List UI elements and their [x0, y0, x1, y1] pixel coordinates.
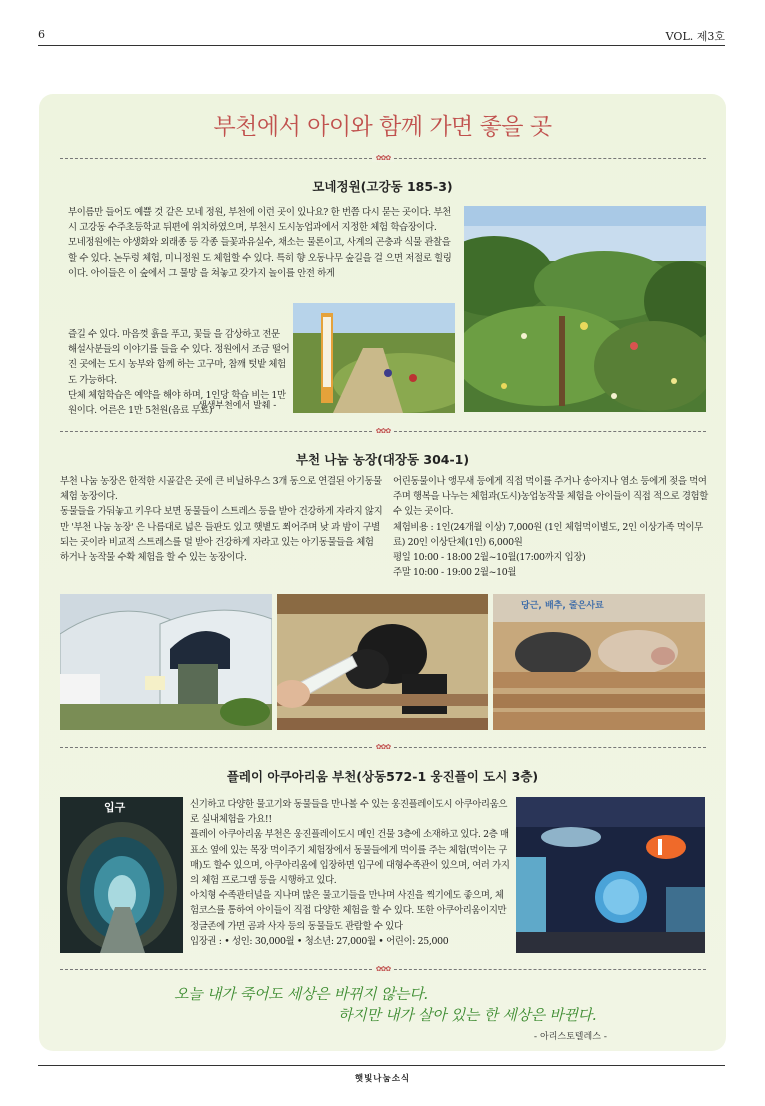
section-title-nanum-farm: 부천 나눔 농장(대장동 304-1)	[295, 452, 470, 467]
paragraph: 즐길 수 있다. 마음껏 흙을 푸고, 꽃들 을 감상하고 전문 해설사분들의 이야기를 들을 수 있다. 정원에서 조금 떨어진 곳에는 도시 농부와 함께 하는 고구마, 참깨 텃밭 체험도 가능하다.	[68, 329, 290, 386]
paragraph: 아치형 수족관터널을 지나며 많은 물고기들을 만나며 사진을 찍기에도 좋으며, 체험코스를 통하여 아이들이 직접 다양한 체험을 할 수 있다. 또한 아쿠아리움이지만 정글존에 가면 곰과 사자 등의 동물들도 관람할 수 있다	[190, 890, 507, 932]
entrance-label: 입구	[104, 801, 126, 814]
quote-author: - 아리스토텔레스 -	[533, 1032, 607, 1042]
farm-sign-text: 당근, 배추, 줄은사료	[521, 601, 604, 611]
aquarium-entrance-photo	[60, 797, 183, 953]
page-number: 6	[38, 28, 45, 41]
paragraph: 모네정원에는 야생화와 외래종 등 각종 들꽃과유실수, 채소는 물론이고, 사계의 곤충과 식물 관찰을 할 수 있다. 논두렁 체험, 미니정원 도 체험할 수 있다. 특히 향 오동나무 숲길을 걸 으면 저절로 힐링 이다. 아이들은 이 숲에서 그 물망 을 쳐놓고 갖가지 놀이를 안전 하게	[68, 237, 452, 279]
farm-text-left	[60, 474, 383, 565]
paragraph: 신기하고 다양한 물고기와 동물들을 만나볼 수 있는 웅진플레이도시 아쿠아리움으로 실내체험을 가요!!	[190, 799, 508, 826]
paragraph: 플레이 아쿠아리움 부천은 웅진플레이도시 메인 건물 3층에 소재하고 있다. 2층 매표소 옆에 있는 목장 먹이주기 체험장에서 동물들에게 먹이를 주는 체험(먹이는 구매)도 할수 있으며, 아쿠아리움에 입장하면 입구에 대형수족관이 있으며, 여러 가지의 체험 프로그램 등을 시행하고 있다.	[190, 829, 510, 887]
section-divider: ✿✿✿	[60, 154, 706, 164]
paragraph: 주말 10:00 - 19:00 2월~10월	[393, 567, 517, 579]
aquarium-interior-photo	[516, 797, 705, 953]
newsletter-footer: 햇빛나눔소식	[354, 1074, 411, 1084]
source-credit: 생생부천에서 발췌 -	[198, 401, 277, 411]
section-title-monet-garden: 모네정원(고강동 185-3)	[312, 179, 453, 194]
section-divider: ✿✿✿	[60, 743, 706, 753]
paragraph: 평일 10:00 - 18:00 2월~10월(17:00까지 입장)	[393, 552, 586, 564]
farm-text-right	[393, 474, 711, 580]
monet-garden-photo	[464, 206, 706, 412]
quote-line-1: 오늘 내가 죽어도 세상은 바뀌지 않는다.	[174, 985, 428, 1003]
section-divider: ✿✿✿	[60, 965, 706, 975]
paragraph: 부천 나눔 농장은 한적한 시골같은 곳에 큰 비닐하우스 3개 동으로 연결된 아기동물 체험 농장이다.	[60, 476, 382, 503]
farm-feeding-photo	[277, 594, 488, 730]
paragraph: 동물들을 가둬놓고 키우다 보면 동물들이 스트레스 등을 받아 건강하게 자라지 않지만 '부천 나눔 농장' 은 나름대로 넓은 들판도 있고 햇볕도 쬐어주며 낮 과 밤이 구별되는 곳이라 비교적 스트레스를 덜 받아 건강하게 자라고 있는 아기동물들을 체험 하거나 농작물 수확 체험을 할 수 있는 농장이다.	[60, 506, 383, 564]
aquarium-text	[190, 797, 512, 949]
footer-rule	[38, 1065, 725, 1066]
farm-greenhouse-photo	[60, 594, 272, 730]
monet-text-block	[68, 205, 458, 281]
quote-line-2: 하지만 내가 살아 있는 한 세상은 바뀐다.	[338, 1006, 597, 1024]
section-title-aquarium: 플레이 아쿠아리움 부천(상동572-1 웅진플이 도시 3층)	[226, 769, 539, 784]
monet-path-photo	[293, 303, 455, 413]
paragraph: 부이름만 들어도 예쁠 것 같은 모네 정원, 부천에 이런 곳이 있나요? 한 번쯤 다시 묻는 곳이다. 부천시 고강동 수주초등학교 뒤편에 위치하였으며, 부천시 도시농업과에서 지정한 체험 학습장이다.	[68, 207, 451, 234]
paragraph: 체험비용 : 1인(24개월 이상) 7,000원 (1인 체험먹이별도, 2인 이상가족 먹이무료) 20인 이상단체(1인) 6,000원	[393, 521, 703, 548]
paragraph: 단체 체험학습은 예약을 해야 하며, 1인당 학습 비는 1만원이다. 어른은 1만 5천원(음료 무료)	[68, 389, 286, 417]
header-rule	[38, 45, 725, 46]
page-title: 부천에서 아이와 함께 가면 좋을 곳	[213, 114, 552, 140]
paragraph: 입장권 : • 성인: 30,000월 • 청소년: 27,000월 • 어린이: 25,000	[190, 935, 449, 947]
volume-label: VOL. 제3호	[665, 30, 725, 43]
page-header	[38, 28, 725, 46]
paragraph: 어린동물이나 앵무새 등에게 직접 먹이를 주거나 송아지나 염소 등에게 젖을 먹여주며 행복을 나누는 체험과(도시)농업농작물 체험을 아이들이 직접 적으로 경험할 수 있는 곳이다.	[393, 476, 708, 518]
farm-pigs-photo	[493, 594, 705, 730]
section-divider: ✿✿✿	[60, 427, 706, 437]
